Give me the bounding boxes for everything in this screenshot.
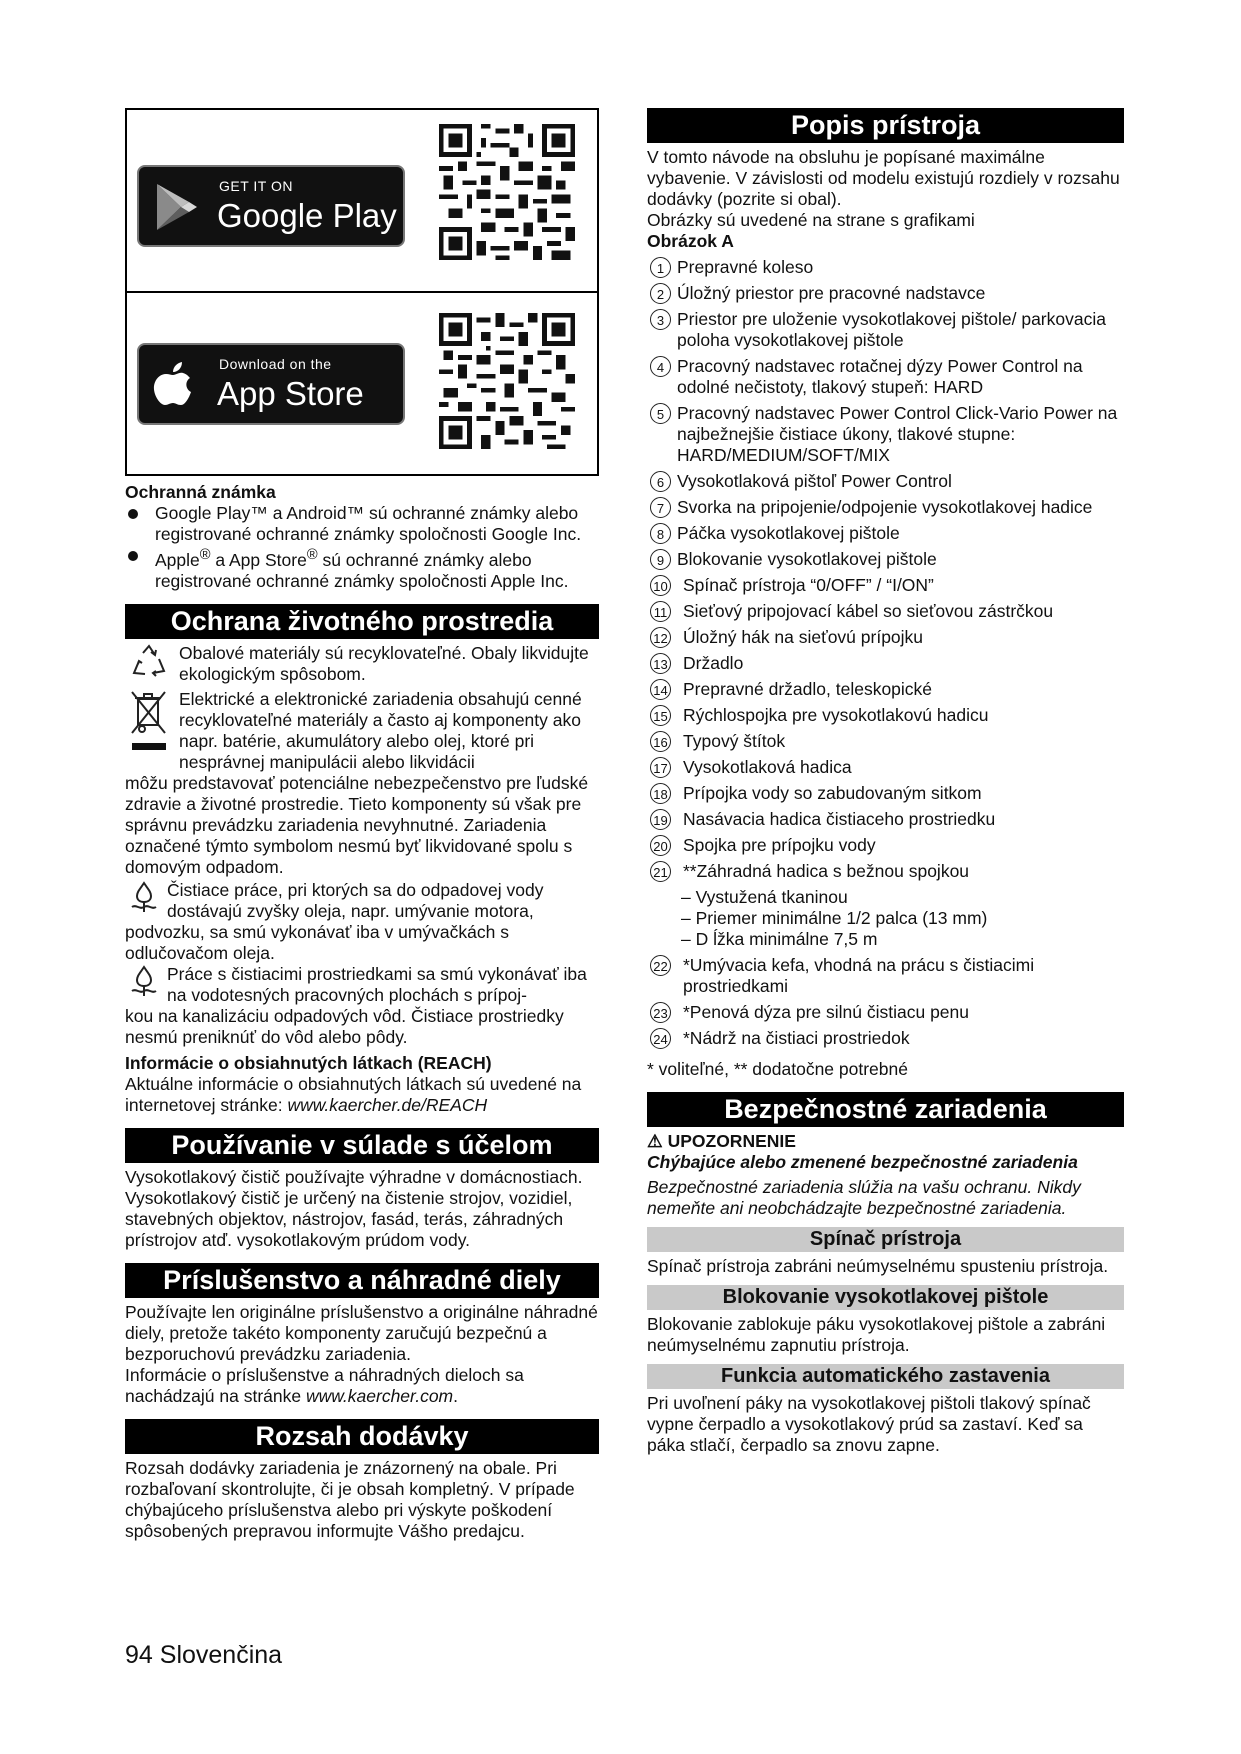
- part-label: Páčka vysokotlakovej pištole: [677, 523, 900, 543]
- part-number-badge: 11: [650, 601, 671, 622]
- part-item: [647, 403, 1124, 466]
- part-label: *Penová dýza pre silnú čistiacu penu: [683, 1002, 970, 1022]
- scope-heading: Rozsah dodávky: [125, 1419, 599, 1454]
- accessories-paragraph-1: Používajte len originálne príslušenstvo a originálne náhradné diely, pretože takéto komponenty zaručujú bezpečnú a bezporuchovú prevádzku zariadenia.: [125, 1301, 598, 1364]
- part-item: [647, 497, 1124, 518]
- trademark-section: [125, 482, 599, 592]
- part-number-badge: 4: [650, 356, 671, 377]
- part-label: *Umývacia kefa, vhodná na prácu s čistiacimi prostriedkami: [683, 955, 1035, 996]
- left-column: [125, 108, 599, 1542]
- trademark-item-1-text: Google Play™ a Android™ sú ochranné známky alebo registrované ochranné známky spoločnosti Google Inc.: [155, 503, 582, 544]
- trademark-item-2: [125, 545, 599, 592]
- apple-logo-icon: [151, 359, 195, 409]
- part-number-badge: 19: [650, 809, 671, 830]
- part-label: Vysokotlaková pištoľ Power Control: [677, 471, 952, 491]
- part-number-badge: 20: [650, 835, 671, 856]
- env-oil-text: Čistiace práce, pri ktorých sa do odpadovej vody dostávajú zvyšky oleja, napr. umývanie motora,: [167, 879, 544, 921]
- part-item: [647, 955, 1124, 997]
- lock-heading: Blokovanie vysokotlakovej pištole: [647, 1285, 1124, 1310]
- part-label: Rýchlospojka pre vysokotlakovú hadicu: [683, 705, 989, 725]
- part-item: [647, 835, 1124, 856]
- part-number-badge: 1: [650, 257, 671, 278]
- part-number-badge: 9: [650, 549, 671, 570]
- trademark-appstore: a App Store: [210, 549, 307, 570]
- part-item: [647, 809, 1124, 830]
- switch-text: Spínač prístroja zabráni neúmyselnému spusteniu prístroja.: [647, 1256, 1109, 1276]
- part-label: Úložný priestor pre pracovné nadstavce: [677, 283, 986, 303]
- page-number: 94: [125, 1641, 153, 1669]
- part-number-badge: 17: [650, 757, 671, 778]
- hose-spec-1: – Vystužená tkaninou: [681, 887, 848, 907]
- part-item: [647, 283, 1124, 304]
- part-item: [647, 705, 1124, 726]
- reach-paragraph: [125, 1074, 599, 1116]
- accessories-link[interactable]: www.kaercher.com: [305, 1385, 454, 1406]
- part-label: Sieťový pripojovací kábel so sieťovou zástrčkou: [683, 601, 1054, 621]
- accessories-paragraph-2: [125, 1365, 599, 1407]
- auto-stop-heading: Funkcia automatického zastavenia: [647, 1364, 1124, 1389]
- part-label: Priestor pre uloženie vysokotlakovej pištole/ parkovacia poloha vysokotlakovej pištole: [677, 309, 1106, 350]
- footer-language: Slovenčina: [159, 1641, 283, 1669]
- part-item: [647, 627, 1124, 648]
- reach-text: Aktuálne informácie o obsiahnutých látkach sú uvedené na internetovej stránke:: [125, 1073, 582, 1115]
- part-number-badge: 13: [650, 653, 671, 674]
- warning-title: Chýbajúce alebo zmenené bezpečnostné zariadenia: [647, 1152, 1078, 1172]
- accessories-text: Informácie o príslušenstve a náhradných dieloch sa nachádzajú na stránke: [125, 1364, 524, 1406]
- part-item: [647, 356, 1124, 398]
- part-number-badge: 18: [650, 783, 671, 804]
- part-item: [647, 653, 1124, 674]
- parts-footnote: * voliteľné, ** dodatočne potrebné: [647, 1059, 908, 1079]
- trademark-item-2-text: sú ochranné známky alebo registrované ochranné známky spoločnosti Apple Inc.: [155, 549, 569, 591]
- part-number-badge: 15: [650, 705, 671, 726]
- bullet-icon: [128, 551, 138, 561]
- env-detergent: [125, 964, 599, 1006]
- registered-mark: ®: [199, 547, 211, 563]
- part-item: [647, 1002, 1124, 1023]
- part-number-badge: 16: [650, 731, 671, 752]
- accessories-dot: .: [453, 1385, 459, 1406]
- use-paragraph-1: Vysokotlakový čistič používajte výhradne v domácnostiach.: [125, 1166, 583, 1187]
- app-store-big-text: App Store: [217, 375, 364, 412]
- part-item: [647, 731, 1124, 752]
- part-label: Typový štítok: [683, 731, 786, 751]
- google-play-small-text: GET IT ON: [219, 178, 293, 194]
- reach-title: Informácie o obsiahnutých látkach (REACH): [125, 1052, 492, 1073]
- part-label: Úložný hák na sieťovú prípojku: [683, 627, 924, 647]
- part-number-badge: 14: [650, 679, 671, 700]
- part-number-badge: 3: [650, 309, 671, 330]
- app-store-small-text: Download on the: [219, 356, 332, 372]
- recycling-icon: [129, 643, 169, 683]
- part-number-badge: 23: [650, 1002, 671, 1023]
- app-store-row: [127, 291, 597, 472]
- lock-text: Blokovanie zablokuje páku vysokotlakovej pištole a zabráni neúmyselnému zapnutiu prístroja.: [647, 1314, 1106, 1355]
- parts-list-optional: [647, 955, 1124, 1049]
- part-number-badge: 21: [650, 861, 671, 882]
- trademark-item-1: [125, 503, 599, 545]
- part-label: Pracovný nadstavec rotačnej dýzy Power Control na odolné nečistoty, tlakový stupeň: HARD: [677, 356, 1083, 397]
- figure-title: Obrázok A: [647, 231, 734, 251]
- env-oil: [125, 880, 599, 922]
- part-number-badge: 8: [650, 523, 671, 544]
- part-label: Spojka pre prípojku vody: [683, 835, 876, 855]
- env-detergent-text: Práce s čistiacimi prostriedkami sa smú vykonávať iba na vodotesných pracovných plochách s prípoj-: [167, 963, 587, 1005]
- part-item: [647, 549, 1124, 570]
- part-label: Spínač prístroja “0/OFF” / “I/ON”: [683, 575, 934, 595]
- part-label: Svorka na pripojenie/odpojenie vysokotlakovej hadice: [677, 497, 1093, 517]
- scope-paragraph: Rozsah dodávky zariadenia je znázornený na obale. Pri rozbaľovaní skontrolujte, či je obsah kompletný. V prípade chýbajúceho príslušenstva alebo pri výskyte poškodení spôsobených prepravou informujte Vášho predajcu.: [125, 1457, 575, 1541]
- part-label: Blokovanie vysokotlakovej pištole: [677, 549, 937, 569]
- part-number-badge: 22: [650, 955, 671, 976]
- bullet-icon: [128, 509, 138, 519]
- part-number-badge: 12: [650, 627, 671, 648]
- part-label: Pracovný nadstavec Power Control Click-Vario Power na najbežnejšie čistiace úkony, tlakové stupne: HARD/MEDIUM/SOFT/MIX: [677, 403, 1118, 465]
- part-number-badge: 7: [650, 497, 671, 518]
- google-play-icon: [151, 181, 201, 233]
- page-footer: [125, 1641, 282, 1669]
- part-number-badge: 10: [650, 575, 671, 596]
- part-item: [647, 757, 1124, 778]
- env-packaging-text: Obalové materiály sú recyklovateľné. Obaly likvidujte ekologickým spôsobom.: [179, 642, 589, 684]
- env-detergent-text-cont: kou na kanalizáciu odpadových vôd. Čistiace prostriedky nesmú preniknúť do vôd alebo pôdy.: [125, 1005, 564, 1047]
- env-packaging: [125, 643, 599, 685]
- env-electronics-text-cont: môžu predstavovať potenciálne nebezpečenstvo pre ľudské zdravie a životné prostredie. Tieto komponenty sú však pre správnu prevádzku zariadenia nevyhnutné. Zariadenia označené týmto symbolom nesmú byť likvidované spolu s domovým odpadom.: [125, 772, 589, 877]
- part-item: [647, 601, 1124, 622]
- parts-list: [647, 257, 1124, 882]
- auto-stop-text: Pri uvoľnení páky na vysokotlakovej pištoli tlakový spínač vypne čerpadlo a vysokotlakový prúd sa zastaví. Keď sa páka stlačí, čerpadlo sa znovu zapne.: [647, 1393, 1091, 1455]
- use-heading: Používanie v súlade s účelom: [125, 1128, 599, 1163]
- warning-icon: ⚠: [647, 1131, 663, 1151]
- google-play-badge[interactable]: [137, 165, 405, 247]
- part-item: [647, 1028, 1124, 1049]
- part-label: Nasávacia hadica čistiaceho prostriedku: [683, 809, 996, 829]
- accessories-heading: Príslušenstvo a náhradné diely: [125, 1263, 599, 1298]
- part-label: Držadlo: [683, 653, 744, 673]
- part-item: [647, 471, 1124, 492]
- part-item: [647, 309, 1124, 351]
- use-paragraph-2: Vysokotlakový čistič je určený na čistenie strojov, vozidiel, stavebných objektov, nástrojov, fasád, terás, záhradných prístrojov atď. vysokotlakovým prúdom vody.: [125, 1187, 573, 1250]
- registered-mark: ®: [306, 547, 318, 563]
- env-electronics-text: Elektrické a elektronické zariadenia obsahujú cenné recyklovateľné materiály a často aj komponenty ako napr. batérie, akumulátory alebo olej, ktoré pri nesprávnej manipulácii alebo likvidácii: [179, 688, 582, 772]
- hose-spec-2: – Priemer minimálne 1/2 palca (13 mm): [681, 908, 988, 928]
- part-number-badge: 2: [650, 283, 671, 304]
- part-item: [647, 523, 1124, 544]
- part-item: [647, 861, 1124, 882]
- google-play-row: [127, 110, 597, 293]
- description-paragraph-1: V tomto návode na obsluhu je popísané maximálne vybavenie. V závislosti od modelu existujú rozdiely v rozsahu dodávky (pozrite si obal).: [647, 147, 1120, 209]
- switch-heading: Spínač prístroja: [647, 1227, 1124, 1252]
- safety-heading: Bezpečnostné zariadenia: [647, 1092, 1124, 1127]
- part-number-badge: 5: [650, 403, 671, 424]
- part-label: Prepravné držadlo, teleskopické: [683, 679, 933, 699]
- env-oil-text-cont: podvozku, sa smú vykonávať iba v umývačkách s odlučovačom oleja.: [125, 921, 509, 963]
- description-paragraph-2: Obrázky sú uvedené na strane s grafikami: [647, 210, 975, 230]
- reach-link[interactable]: www.kaercher.de/REACH: [287, 1094, 488, 1115]
- trademark-title: Ochranná známka: [125, 482, 276, 502]
- warning-label-text: UPOZORNENIE: [667, 1131, 796, 1151]
- env-heading: Ochrana životného prostredia: [125, 604, 599, 639]
- part-item: [647, 783, 1124, 804]
- crossed-bin-icon: [129, 689, 169, 753]
- trademark-apple: Apple: [155, 549, 200, 570]
- part-item: [647, 679, 1124, 700]
- app-store-qr-code[interactable]: [439, 313, 575, 449]
- part-label: **Záhradná hadica s bežnou spojkou: [683, 861, 970, 881]
- warning-text: Bezpečnostné zariadenia slúžia na vašu ochranu. Nikdy nemeňte ani neobchádzajte bezpečnostné zariadenia.: [647, 1177, 1081, 1218]
- part-label: Prepravné koleso: [677, 257, 814, 277]
- part-number-badge: 24: [650, 1028, 671, 1049]
- description-heading: Popis prístroja: [647, 108, 1124, 143]
- app-store-badge[interactable]: [137, 343, 405, 425]
- part-item: [647, 575, 1124, 596]
- part-number-badge: 6: [650, 471, 671, 492]
- water-protection-icon: [129, 880, 159, 914]
- water-protection-icon: [129, 964, 159, 998]
- part-label: Prípojka vody so zabudovaným sitkom: [683, 783, 982, 803]
- hose-spec-3: – D ĺžka minimálne 7,5 m: [681, 929, 878, 949]
- warning-label: [647, 1131, 1124, 1152]
- part-label: *Nádrž na čistiaci prostriedok: [683, 1028, 910, 1048]
- part-item: [647, 257, 1124, 278]
- google-play-qr-code[interactable]: [439, 124, 575, 260]
- part-label: Vysokotlaková hadica: [683, 757, 852, 777]
- google-play-big-text: Google Play: [217, 197, 397, 234]
- app-store-badges: [125, 108, 599, 476]
- env-electronics: [125, 689, 599, 773]
- right-column: [647, 108, 1124, 1456]
